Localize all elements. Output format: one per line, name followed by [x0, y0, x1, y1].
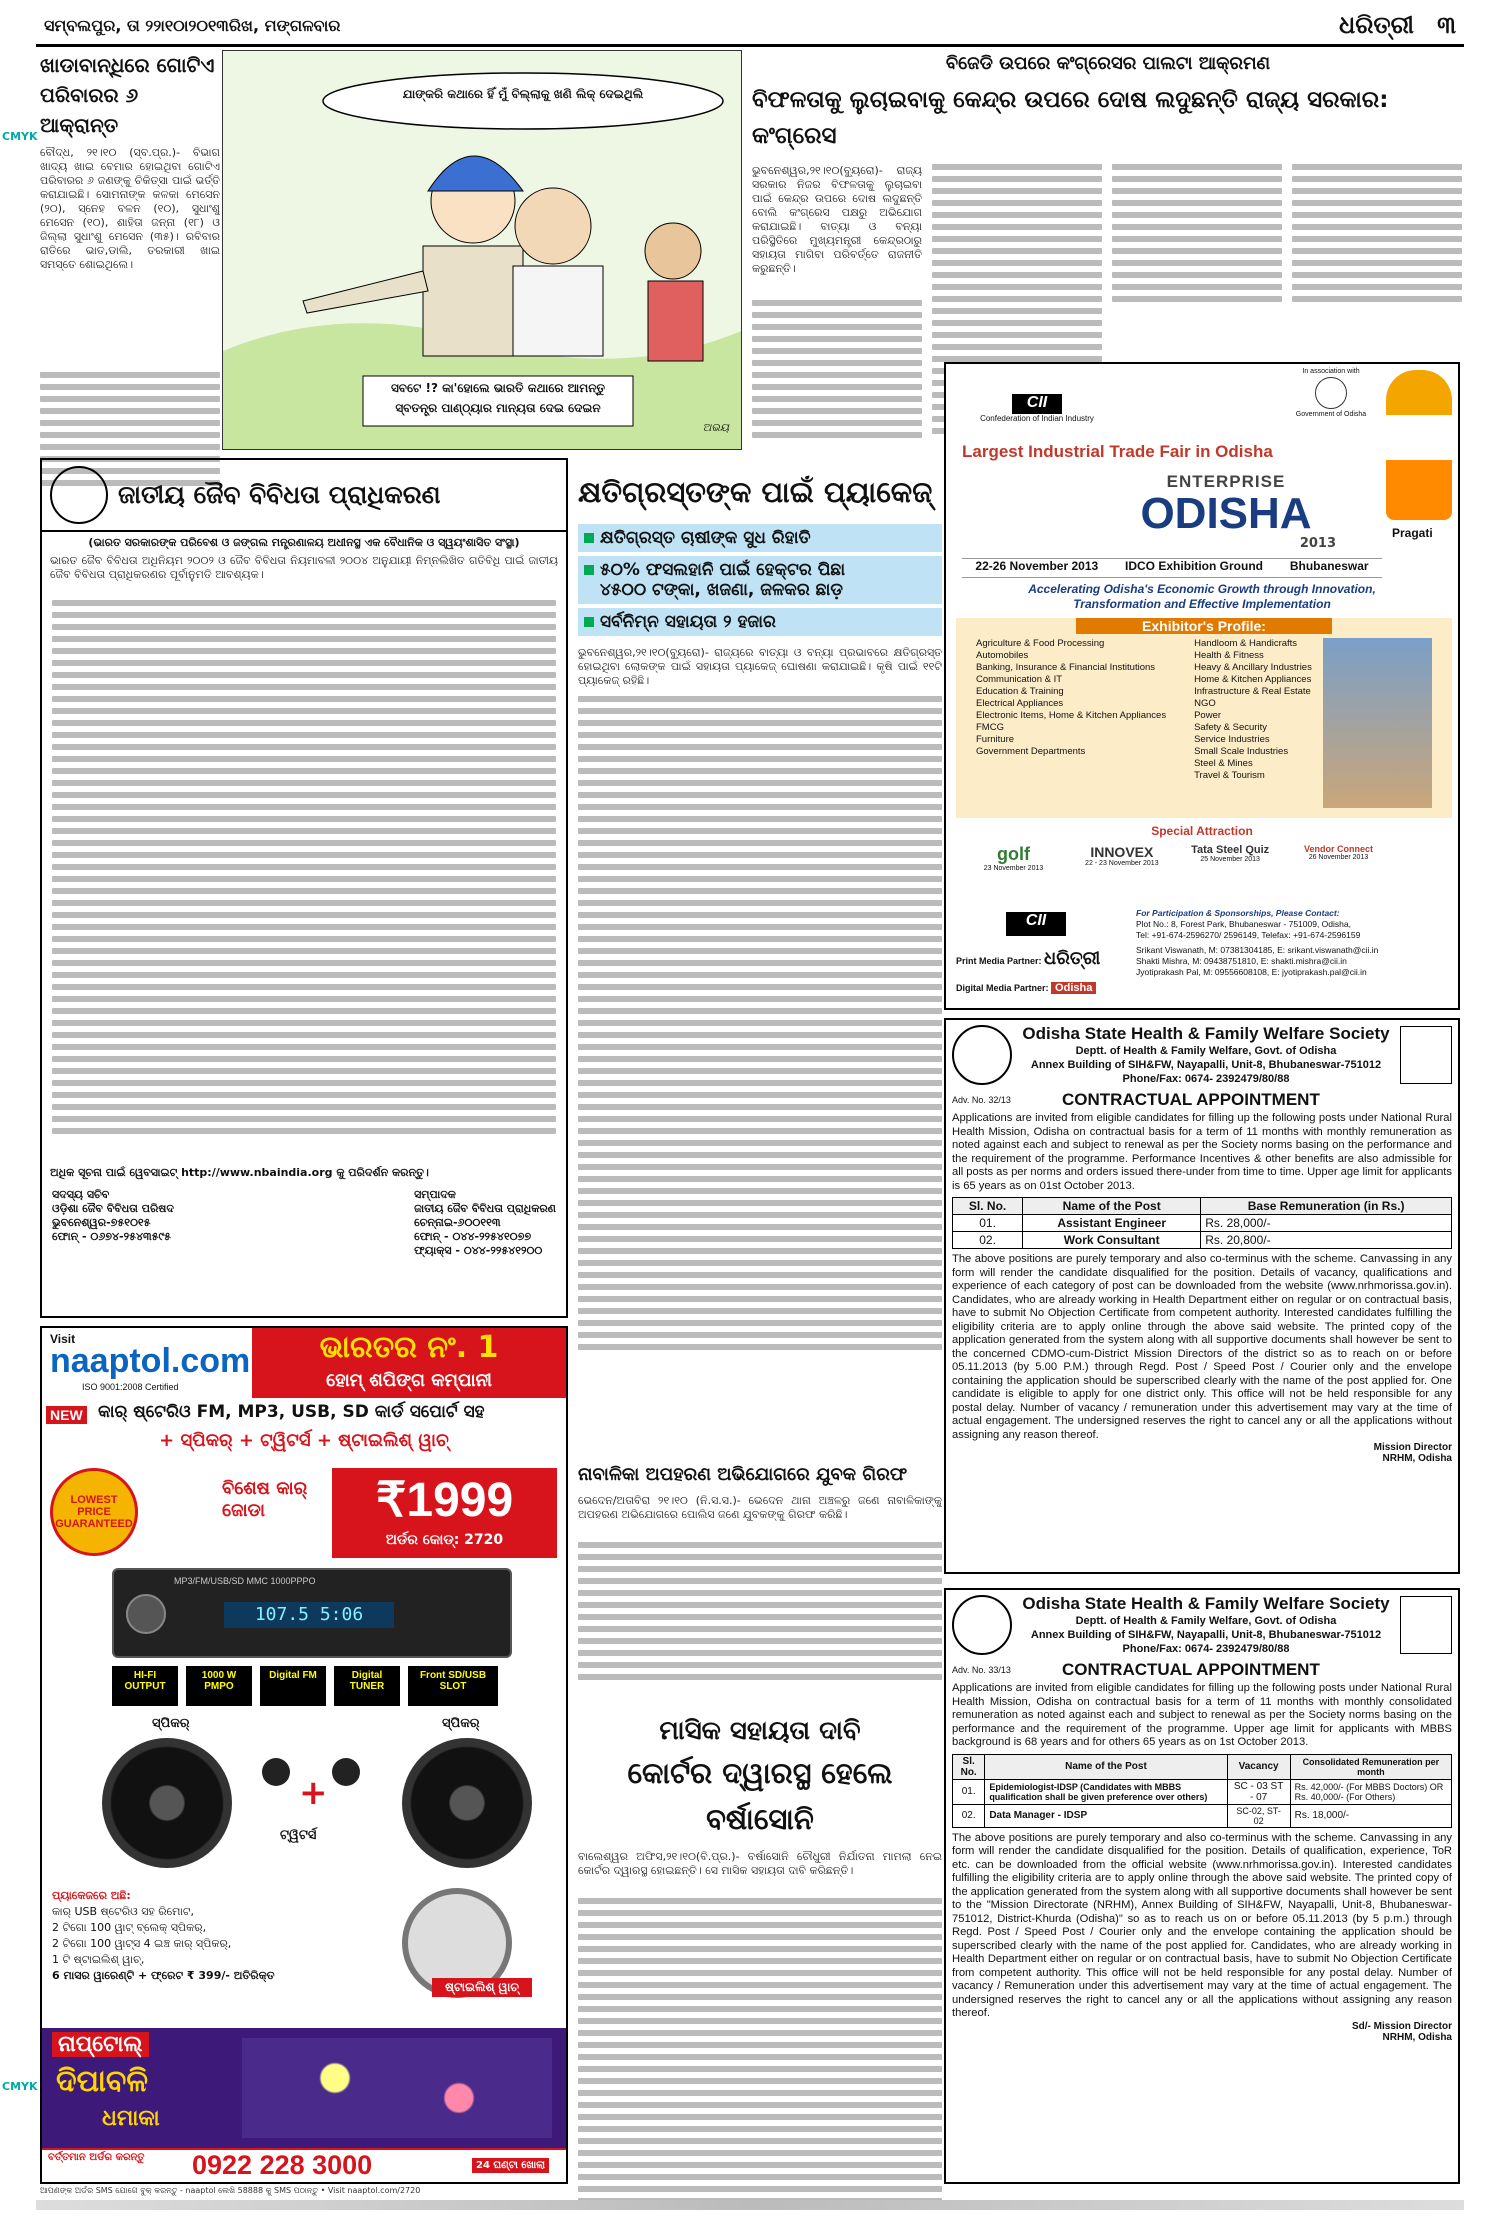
- tradefair-tagline: Largest Industrial Trade Fair in Odisha: [962, 442, 1273, 461]
- plus-icon: +: [299, 1773, 328, 1813]
- adv1-body: The above positions are purely temporary and also co-terminus with the scheme. Canvassing in any form will render the candidate disqualified for the position. Details of vacancy, qualifications and experience of each category of post can be downloaded from the website (www.nrhmorissa.gov.in). Candidates, who are already working in Health Department either on regular or on contractual basis, have to submit No Objection Certificate from competent authority. Interested candidates fulfilling the eligibility criteria are to apply online through the above said website. The printed copy of the application generated from the system along with all supportive documents shall however be sent to the concerned CDMO-cum-District Mission Directors of the district so as to reach on or before 05.11.2013 (by 5.00 P.M.) through Regd. Post / Speed Post / Courier only and the envelope containing the application should be superscribed clearly with the name of the post applied for. One candidate is eligible to apply for one district only. This office will not be held responsible for any postal delay. Number of vacancy / remuneration under this advertisement may vary at the time of actual engagement. The undersigned reserves the right to cancel any or all the applications without assigning any reason thereof.: [952, 1253, 1452, 1441]
- exhibitor-left-9: Furniture: [976, 734, 1015, 745]
- health-society-logo: [952, 1025, 1012, 1085]
- digital-partner-label: Digital Media Partner:: [956, 983, 1049, 993]
- congress-body-continuation: [752, 300, 922, 450]
- naaptol-features: [42, 1400, 566, 1460]
- adv2-number: Adv. No. 33/13: [952, 1665, 1011, 1675]
- exhibitor-right-10: Small Scale Industries: [1194, 746, 1289, 757]
- cii-logo: [962, 394, 1112, 423]
- exhibitor-profile: [956, 618, 1452, 818]
- kidnap-headline: ନାବାଳିକା ଅପହରଣ ଅଭିଯୋଗରେ ଯୁବକ ଗିରଫ: [578, 1464, 908, 1485]
- special-innovex[interactable]: INNOVEX 22 - 23 November 2013: [1085, 844, 1159, 867]
- nba-right-org: ଜାତୀୟ ଜୈବ ବିବିଧତା ପ୍ରାଧିକରଣ: [414, 1202, 556, 1215]
- adv2-sign-2: NRHM, Odisha: [1382, 2031, 1452, 2043]
- naaptol-feature-l2: + ସ୍ପିକର୍ + ଟ୍ୱିଟର୍ସ + ଷ୍ଟାଇଲିଶ୍ ୱାଚ୍: [159, 1430, 449, 1451]
- package-list-title: ପ୍ୟାକେଜରେ ଅଛି:: [52, 1889, 131, 1902]
- nba-left-phone: ଫୋନ୍ - ୦୬୭୪-୨୫୪୩୫୯୫: [52, 1230, 171, 1243]
- adv2-sign-1: Sd/- Mission Director: [1351, 2020, 1452, 2032]
- adv-33-13: [944, 1588, 1460, 2184]
- dateline: ସମ୍ବଲପୁର, ତା ୨୨ା୧୦ା୨୦୧୩ରିଖ, ମଙ୍ଗଳବାର: [44, 16, 341, 35]
- table-row: 02. Data Manager - IDSP SC-02, ST-02 Rs. 18,000/-: [953, 1804, 1452, 1827]
- nba-left-signatory: [52, 1188, 174, 1258]
- volume-knob-icon: [126, 1594, 166, 1634]
- adv1-line1: Deptt. of Health & Family Welfare, Govt. of Odisha: [1075, 1045, 1337, 1057]
- event-theme-l2: Transformation and Effective Implementation: [1073, 597, 1331, 611]
- car-stereo-label: MP3/FM/USB/SD MMC 1000PPPO: [174, 1576, 316, 1586]
- exhibitor-left-10: Government Departments: [976, 746, 1086, 757]
- event-dates-bar: [962, 558, 1382, 578]
- phone-hours: 24 ଘଣ୍ଟା ଖୋଲା: [472, 2158, 549, 2173]
- masthead: ଧରିତ୍ରୀ: [1339, 11, 1414, 39]
- package-bullet-2: ୫୦% ଫସଲହାନି ପାଇଁ ହେକ୍ଟର ପିଛା ୪୫୦୦ ଟଙ୍କା, ଖଜଣା, ଜଳକର ଛାଡ଼: [578, 556, 942, 604]
- special-quiz[interactable]: Tata Steel Quiz 25 November 2013: [1191, 844, 1270, 863]
- exhibitor-title: Exhibitor's Profile:: [1076, 618, 1332, 634]
- cartoon-caption-l2: ସ୍ବତନ୍ତ୍ର ପାଣ୍ଠ୍ୟାର ମାନ୍ୟତା ଦେଇ ଦେଇନ: [395, 401, 601, 415]
- govt-emblem-icon: [1400, 1026, 1452, 1084]
- exhibitor-left-6: Electrical Appliances: [976, 698, 1064, 709]
- package-body: ଭୁବନେଶ୍ୱର,୨୧।୧୦(ବ୍ୟୁରୋ)- ରାଜ୍ୟରେ ବାତ୍ୟା ଓ ବନ୍ୟା ପ୍ରଭାବରେ କ୍ଷତିଗ୍ରସ୍ତ ହୋଇଥିବା ଲୋକଙ୍କ ପାଇଁ ସହାୟତା ପ୍ୟାକେଜ୍ ଘୋଷଣା କରାଯାଇଛି। କୃଷି ପାଇଁ ୧୧ଟି ପ୍ୟାକେଜ୍ ରହିଛି।: [578, 646, 942, 687]
- tweeter-left-icon: [262, 1758, 290, 1786]
- naaptol-lowest-price-badge: LOWEST PRICE GUARANTEED: [50, 1468, 138, 1556]
- package-story: [578, 468, 942, 1458]
- digital-media-partner: [956, 982, 1136, 994]
- package-list-item-4: 1 ଟି ଷ୍ଟାଇଲିଶ୍ ୱାଚ୍,: [52, 1953, 145, 1966]
- table-row: 01. Epidemiologist-IDSP (Candidates with MBBS qualification shall be given preference over others) SC - 03 ST - 07 Rs. 42,000/- (For MBBS Doctors) OR Rs. 40,000/- (For Others): [953, 1779, 1452, 1804]
- bullet-square-icon: [584, 617, 594, 627]
- cii-logo-small: CII: [1006, 912, 1066, 936]
- event-l2: ODISHA: [1140, 489, 1312, 538]
- naaptol-feature-icons: [112, 1666, 532, 1706]
- cmyk-marker-bottom: CMYK: [2, 2080, 38, 2093]
- cartoon-panel: [222, 50, 742, 450]
- event-theme-l1: Accelerating Odisha's Economic Growth through Innovation,: [1028, 582, 1376, 596]
- header-bar: [36, 8, 1464, 48]
- adv1-table: [952, 1197, 1452, 1249]
- cartoon-signature: ଅଭୟ: [702, 421, 729, 434]
- exhibitor-left-1: Agriculture & Food Processing: [976, 638, 1105, 649]
- car-stereo-image: [112, 1568, 512, 1658]
- congress-col-4: [1292, 164, 1462, 314]
- congress-kicker: ବିଜେଡି ଉପରେ କଂଗ୍ରେସର ପାଲଟା ଆକ୍ରମଣ: [945, 53, 1271, 74]
- print-media-partner: [956, 948, 1136, 969]
- event-year: 2013: [1299, 536, 1336, 551]
- contact-address: Plot No.: 8, Forest Park, Bhubaneswar - 751009, Odisha,: [1136, 919, 1351, 929]
- bottom-color-strip: [36, 2200, 1464, 2210]
- contact-title: For Participation & Sponsorships, Please Contact:: [1136, 908, 1340, 918]
- exhibitor-right-8: Safety & Security: [1194, 722, 1267, 733]
- naaptol-visit: Visit: [50, 1332, 76, 1346]
- naaptol-footer-note: ଆପଣଙ୍କ ଅର୍ଡର SMS ଯୋଗେ ବୁକ୍ କରନ୍ତୁ - naaptol ଲେଖି 58888 କୁ SMS ପଠାନ୍ତୁ • Visit naaptol.com/2720: [40, 2186, 421, 2195]
- adv2-body: The above positions are purely temporary and also co-terminus with the scheme. Canvassing in any form will render the candidate disqualified for the position. Details of qualification, experience, ToR etc. can be downloaded from the official website (www.nrhmorissa.gov.in). Interested candidates fulfilling the eligibility criteria are to apply online through the above said website. The printed copy of the application generated from the system along with all supportive documents shall however be sent to the "Mission Directorate (NRHM), Annex Building of SIH&FW, Nayapalli, Unit-8, Bhubaneswar-751012, District-Khurda (Odisha)" so as to reach us on or before 05.11.2013 (by 5 p.m.) through Regd. Post / Speed Post / Courier only and the envelope containing the application should be superscribed clearly with the name of the post applied for. Candidates, who are already working in Health Department either on regular or on contractual basis, have to submit No Objection Certificate from competent authority. This office will not be held responsible for any postal delay. Number of vacancy / Remuneration under this advertisement may vary at the time of actual engagement. The undersigned reserves the right to cancel any or all the applications without assigning any reason thereof.: [952, 1831, 1452, 2019]
- digital-fm-icon: Digital FM: [260, 1666, 326, 1706]
- hifi-icon: HI-FI OUTPUT: [112, 1666, 178, 1706]
- print-partner-label: Print Media Partner:: [956, 956, 1042, 966]
- adv2-line3: Phone/Fax: 0674- 2392479/80/88: [1122, 1643, 1290, 1655]
- naaptol-banner-l2: ହୋମ୍ ଶପିଙ୍ଗ କମ୍ପାନୀ: [326, 1370, 492, 1391]
- adv2-table: [952, 1754, 1452, 1828]
- exhibitor-right-12: Travel & Tourism: [1194, 770, 1265, 781]
- event-logo: [1086, 472, 1366, 552]
- cii-logo-sub: Confederation of Indian Industry: [980, 414, 1094, 423]
- speaker-label-right: ସ୍ପିକର୍: [442, 1716, 480, 1731]
- exhibitor-right-5: Infrastructure & Real Estate: [1194, 686, 1311, 697]
- bullet-square-icon: [584, 565, 594, 575]
- naaptol-feature-l1: କାର୍ ଷ୍ଟେରିଓ FM, MP3, USB, SD କାର୍ଡ ସପୋର୍ଟ ସହ: [98, 1402, 485, 1422]
- diwali-l2: ଦିପାବଳି: [56, 2064, 149, 2099]
- adv2-line1: Deptt. of Health & Family Welfare, Govt. of Odisha: [1075, 1615, 1337, 1627]
- cartoon-speech-bubble: ଯାଙ୍କରି କଥାରେ ହିଁ ମୁଁ ବିଲ୍ଲାକୁ ଖଣି ଲିକ୍ ଦେଇଥିଲି: [402, 87, 644, 101]
- speaker-right-icon: [402, 1738, 532, 1868]
- nba-left-org: ଓଡ଼ିଶା ଜୈବ ବିବିଧତା ପରିଷଦ: [52, 1202, 174, 1215]
- exhibitor-right-11: Steel & Mines: [1194, 758, 1253, 769]
- adv1-col-slno: Sl. No.: [953, 1198, 1023, 1215]
- mascot-name: Pragati: [1392, 526, 1433, 540]
- exhibitor-right-9: Service Industries: [1194, 734, 1270, 745]
- fireworks-image: [242, 2038, 552, 2138]
- exhibitor-left-7: Electronic Items, Home & Kitchen Appliances: [976, 710, 1167, 721]
- digital-tuner-icon: Digital TUNER: [334, 1666, 400, 1706]
- package-body-continuation: [578, 696, 942, 1356]
- exhibitor-right-4: Home & Kitchen Appliances: [1194, 674, 1312, 685]
- event-dates: 22-26 November 2013: [975, 559, 1099, 573]
- story-khadabandhi: [40, 50, 220, 450]
- naaptol-price-box: [332, 1468, 557, 1558]
- nba-intro: ଭାରତ ଜୈବ ବିବିଧତା ଅଧିନିୟମ ୨୦୦୨ ଓ ଜୈବ ବିବିଧତା ନିୟମାବଳୀ ୨୦୦୪ ଅନୁଯାୟୀ ନିମ୍ନଲିଖିତ ଗତିବିଧି ପାଇଁ ଜାତୀୟ ଜୈବ ବିବିଧତା ପ୍ରାଧିକରଣର ପୂର୍ବାନୁମତି ଆବଶ୍ୟକ।: [50, 554, 558, 581]
- package-bullet-3: ସର୍ବନିମ୍ନ ସହାୟତା ୨ ହଜାର: [578, 608, 942, 636]
- package-list-item-3: 2 ଟିଗୋ 100 ୱାଟ୍ସ 4 ଇଞ୍ଚ କାର୍ ସ୍ପିକର୍,: [52, 1937, 232, 1950]
- story-headline-l1: ଖାଡାବାନ୍ଧିରେ ଗୋଟିଏ: [40, 53, 215, 77]
- naaptol-ad[interactable]: [40, 1326, 568, 2184]
- speaker-label-left: ସ୍ପିକର୍: [152, 1716, 190, 1731]
- adv1-line2: Annex Building of SIH&FW, Nayapalli, Unit-8, Bhubaneswar-751012: [1030, 1059, 1382, 1071]
- car-stereo-display: 107.5 5:06: [224, 1602, 394, 1628]
- special-attractions: [966, 844, 1386, 900]
- congress-body: ଭୁବନେଶ୍ୱର,୨୧।୧୦(ବ୍ୟୁରୋ)- ରାଜ୍ୟ ସରକାର ନିଜର ବିଫଳତାକୁ ଲୁଚାଇବା ପାଇଁ କେନ୍ଦ୍ର ଉପରେ ଦୋଷ ଲଦୁଛନ୍ତି ବୋଲି କଂଗ୍ରେସ ପକ୍ଷରୁ ଅଭିଯୋଗ କରାଯାଇଛି। ବାତ୍ୟା ଓ ବନ୍ୟା ପରିସ୍ଥିତିରେ ମୁଖ୍ୟମନ୍ତ୍ରୀ କେନ୍ଦ୍ରଠାରୁ ସହାୟତା ମାଗିବା ପରିବର୍ତ୍ତେ ରାଜନୀତି କରୁଛନ୍ତି।: [752, 164, 922, 275]
- exhibitor-left-5: Education & Training: [976, 686, 1064, 697]
- enterprise-odisha-ad[interactable]: [944, 362, 1460, 1010]
- govt-label: Government of Odisha: [1295, 411, 1367, 418]
- adv1-col-remuneration: Base Remuneration (in Rs.): [1201, 1198, 1452, 1215]
- naaptol-brand: naaptol.com: [50, 1342, 251, 1380]
- naaptol-phone-bar[interactable]: [42, 2148, 566, 2182]
- exhibitor-left-4: Communication & IT: [976, 674, 1063, 685]
- cmyk-marker-top: CMYK: [2, 130, 38, 143]
- adv2-col-vacancy: Vacancy: [1227, 1754, 1290, 1779]
- digital-partner-name: Odisha: [1051, 982, 1096, 994]
- court-body: ବାଲେଶ୍ୱର ଅଫିସ,୨୧।୧୦(ବି.ପ୍ର.)- ବର୍ଷାସୋନି ଚୌଧୁରୀ ନିର୍ଯାତନା ମାମଲା ନେଇ କୋର୍ଟର ଦ୍ୱାରସ୍ଥ ହୋଇଛନ୍ତି। ସେ ମାସିକ ସହାୟତା ଦାବି କରିଛନ୍ତି।: [578, 1850, 942, 1877]
- special-golf[interactable]: golf 23 November 2013: [983, 844, 1044, 872]
- court-kicker: ମାସିକ ସହାୟତା ଦାବି: [659, 1716, 861, 1746]
- package-list-item-1: କାର୍ USB ଷ୍ଟେରିଓ ସହ ରିମୋଟ,: [52, 1905, 194, 1918]
- adv2-col-slno: Sl. No.: [953, 1754, 985, 1779]
- adv2-line2: Annex Building of SIH&FW, Nayapalli, Unit-8, Bhubaneswar-751012: [1030, 1629, 1382, 1641]
- tweeter-label: ଟ୍ୱିଟର୍ସ: [280, 1828, 317, 1843]
- adv1-intro: Applications are invited from eligible candidates for filling up the following posts under National Rural Health Mission, Odisha on contractual basis for a term of 11 months with monthly remuneration as noted against each and subject to renewal as per the Society norms basing on the performance and the requirement of the programme. Performance Incentives & other benefits are also admissible for all posts as per norms and orders issued there-under from time to time. Upper age limit for applicants is 65 years as on 01st October 2013.: [952, 1112, 1452, 1192]
- usb-slot-icon: Front SD/USB SLOT: [408, 1666, 498, 1706]
- adv1-line3: Phone/Fax: 0674- 2392479/80/88: [1122, 1073, 1290, 1085]
- congress-col-3: [1112, 164, 1282, 314]
- pmpo-icon: 1000 W PMPO: [186, 1666, 252, 1706]
- adv2-intro: Applications are invited from eligible candidates for filling up the following posts under National Rural Health Mission, Odisha on contractual basis for a term of 11 months with monthly consolidated remuneration as noted against each and subject to renewal as per the Society norms basing on the performance and the requirement of the programme. Upper age limit for applicants with MBBS background is 68 years and for others 65 years as on 1st October 2013.: [952, 1682, 1452, 1748]
- print-partner-name: ଧରିତ୍ରୀ: [1044, 948, 1101, 968]
- watch-label: ଷ୍ଟାଇଲିଶ୍ ୱାଚ୍: [432, 1978, 532, 1997]
- special-attraction-title: Special Attraction: [1151, 824, 1253, 838]
- adv-32-13: [944, 1018, 1460, 1574]
- congress-headline: ବିଫଳତାକୁ ଲୁଚାଇବାକୁ କେନ୍ଦ୍ର ଉପରେ ଦୋଷ ଲଦୁଛନ୍ତି ରାଜ୍ୟ ସରକାର: କଂଗ୍ରେସ: [752, 87, 1389, 149]
- naaptol-price: ₹1999: [375, 1474, 514, 1527]
- adv2-heading: CONTRACTUAL APPOINTMENT: [1062, 1660, 1320, 1679]
- exhibitor-right-3: Heavy & Ancillary Industries: [1194, 662, 1312, 673]
- contact-person-3[interactable]: Jyotiprakash Pal, M: 09556608108, E: jyotiprakash.pal@cii.in: [1136, 967, 1367, 977]
- nba-logo: [50, 466, 108, 524]
- adv1-col-post: Name of the Post: [1023, 1198, 1201, 1215]
- adv1-sign-1: Mission Director: [1373, 1442, 1452, 1453]
- nba-right-addr: ଚେନ୍ନାଇ-୬୦୦୧୧୩: [414, 1216, 501, 1229]
- nba-body-lines: [42, 596, 566, 1164]
- naaptol-code: ଅର୍ଡର କୋଡ୍: 2720: [385, 1532, 504, 1548]
- exhibitor-left-8: FMCG: [976, 722, 1004, 733]
- adv2-title: Odisha State Health & Family Welfare Society: [1022, 1594, 1390, 1613]
- story-headline-l2: ପରିବାରର ୬ ଆକ୍ରାନ୍ତ: [40, 83, 139, 137]
- package-headline: କ୍ଷତିଗ୍ରସ୍ତଙ୍କ ପାଇଁ ପ୍ୟାକେଜ୍: [578, 475, 933, 509]
- phone-number[interactable]: 0922 228 3000: [192, 2150, 373, 2180]
- phone-label: ବର୍ତ୍ତମାନ ଅର୍ଡର କରନ୍ତୁ: [48, 2152, 145, 2163]
- nba-right-fax: ଫ୍ୟାକ୍ସ - ୦୪୪-୨୨୫୪୧୨୦୦: [414, 1244, 543, 1257]
- exhibition-photo: [1323, 638, 1432, 808]
- kidnap-body-continuation: [578, 1542, 942, 1692]
- nba-left-addr: ଭୁବନେଶ୍ୱର-୭୫୧୦୧୫: [52, 1216, 151, 1229]
- naaptol-logo-area: [42, 1328, 252, 1398]
- naaptol-diwali-bar: [42, 2028, 566, 2148]
- story-body: ବୌଦ୍ଧ, ୨୧।୧୦ (ସ୍ବ.ପ୍ର.)- ବିଭାଗ ଖାଦ୍ୟ ଖାଇ ବେମାର ହୋଇଥିବା ଗୋଟିଏ ପରିବାରର ୬ ଜଣଙ୍କୁ ଚିକିତ୍ସା ପାଇଁ ଭର୍ତ୍ତି କରାଯାଇଛି। ସୋମନାଙ୍କ କଳକା ମେସେନ (୨୦), ସ୍ନେହ ବଳନ (୧୦), ସୁଧାଂଶୁ ମେସେନ (୧୦), ଶାହିତା ଜନ୍ନା (୧୮) ଓ ଜିଲ୍ଲା ସୁଧାଂଶୁ ମେସେନ (୩୫)। ରବିବାର ରାତିରେ ଭାତ,ଡାଲି, ତରକାରୀ ଖାଇ ସମସ୍ତେ ଶୋଇଥିଲେ।: [40, 146, 220, 271]
- health-society-logo: [952, 1595, 1012, 1655]
- assoc-label: In association with: [1302, 368, 1360, 375]
- event-venue: IDCO Exhibition Ground: [1125, 559, 1264, 573]
- nba-left-role: ସଦସ୍ୟ ସଚିବ: [52, 1188, 110, 1201]
- diwali-l1: ନାପ୍ଟୋଲ୍: [52, 2032, 149, 2057]
- naaptol-package-list: [52, 1888, 312, 1984]
- kidnap-body: ଭେଦେନ/ଅତାବିରା ୨୧।୧୦ (ନି.ସ.ସ.)- ଭେଦେନ ଥାନା ଅଞ୍ଚଳରୁ ଜଣେ ନାବାଳିକାଙ୍କୁ ଅପହରଣ ଅଭିଯୋଗରେ ପୋଲିସ ଜଣେ ଯୁବକଙ୍କୁ ଗିରଫ କରିଛି।: [578, 1494, 942, 1521]
- nba-website-note: ଅଧିକ ସୂଚନା ପାଇଁ ୱେବସାଇଟ୍ http://www.nbaindia.org କୁ ପରିଦର୍ଶନ କରନ୍ତୁ।: [50, 1166, 429, 1179]
- contact-tel: Tel: +91-674-2596270/ 2596149, Telefax: +91-674-2596159: [1136, 930, 1361, 940]
- naaptol-new-tag: NEW: [46, 1406, 87, 1424]
- speaker-left-icon: [102, 1738, 232, 1868]
- mascot-pragati-image: [1386, 370, 1452, 520]
- nba-notice: [40, 458, 568, 1318]
- cii-logo-text: CII: [1012, 394, 1062, 414]
- adv1-number: Adv. No. 32/13: [952, 1095, 1011, 1105]
- govt-logo: [1286, 368, 1376, 418]
- nba-subtitle: (ଭାରତ ସରକାରଙ୍କ ପରିବେଶ ଓ ଜଙ୍ଗଲ ମନ୍ତ୍ରଣାଳୟ ଅଧୀନସ୍ଥ ଏକ ବୈଧାନିକ ଓ ସ୍ୱୟଂଶାସିତ ସଂସ୍ଥା): [88, 536, 520, 549]
- diwali-l3: ଧମାକା: [102, 2106, 160, 2131]
- exhibitor-right-6: NGO: [1194, 698, 1216, 709]
- naaptol-banner: [252, 1328, 566, 1398]
- header-rule: [36, 44, 1464, 47]
- table-row: 02. Work Consultant Rs. 20,800/-: [953, 1232, 1452, 1249]
- govt-emblem-icon: [1315, 377, 1347, 409]
- tweeter-right-icon: [332, 1758, 360, 1786]
- adv2-col-post: Name of the Post: [985, 1754, 1227, 1779]
- bullet-square-icon: [584, 533, 594, 543]
- special-vendor-connect[interactable]: Vendor Connect 26 November 2013: [1303, 844, 1373, 861]
- naaptol-offer-label: ବିଶେଷ କାର୍ ଜୋଡା: [222, 1478, 308, 1521]
- contact-person-1[interactable]: Srikant Viswanath, M: 07381304185, E: srikant.viswanath@cii.in: [1136, 945, 1379, 955]
- package-list-item-5: 6 ମାସର ୱାରେଣ୍ଟି + ଫ୍ରେଟ ₹ 399/- ଅତିରିକ୍ତ: [52, 1969, 275, 1982]
- contact-person-2[interactable]: Shakti Mishra, M: 09438751810, E: shakti.mishra@cii.in: [1136, 956, 1347, 966]
- exhibitor-left-3: Banking, Insurance & Financial Institutions: [976, 662, 1156, 673]
- court-story: [578, 1712, 942, 2192]
- page-number: ୩: [1437, 11, 1456, 39]
- package-list-item-2: 2 ଟିଗୋ 100 ୱାଟ୍ ବ୍ଲେକ୍ ସ୍ପିକର୍,: [52, 1921, 207, 1934]
- naaptol-banner-l1: ଭାରତର ନଂ. 1: [319, 1330, 499, 1365]
- exhibitor-left-2: Automobiles: [976, 650, 1029, 661]
- package-bullet-1: କ୍ଷତିଗ୍ରସ୍ତ ଚାଷୀଙ୍କ ସୁଧ ରିହାତି: [578, 524, 942, 552]
- naaptol-cert: ISO 9001:2008 Certified: [82, 1382, 179, 1392]
- event-theme: [962, 582, 1442, 612]
- event-city: Bhubaneswar: [1289, 559, 1369, 573]
- court-body-continuation: [578, 1898, 942, 2218]
- nba-title: ଜାତୀୟ ଜୈବ ବିବିଧତା ପ୍ରାଧିକରଣ: [118, 480, 441, 509]
- govt-emblem-icon: [1400, 1596, 1452, 1654]
- adv1-heading: CONTRACTUAL APPOINTMENT: [1062, 1090, 1320, 1109]
- nba-right-role: ସମ୍ପାଦକ: [414, 1188, 456, 1201]
- nba-right-signatory: [414, 1188, 556, 1258]
- nba-right-phone: ଫୋନ୍ - ୦୪୪-୨୨୫୪୧୦୭୭: [414, 1230, 532, 1243]
- adv2-col-remuneration: Consolidated Remuneration per month: [1290, 1754, 1451, 1779]
- kidnap-story: [578, 1462, 942, 1702]
- table-row: 01. Assistant Engineer Rs. 28,000/-: [953, 1215, 1452, 1232]
- exhibitor-right-1: Handloom & Handicrafts: [1194, 638, 1298, 649]
- adv1-title: Odisha State Health & Family Welfare Society: [1022, 1024, 1390, 1043]
- adv1-sign-2: NRHM, Odisha: [1382, 1453, 1452, 1464]
- cartoon-caption-l1: ସବଟେ !? କା'ହୋଲେ ଭାରତି କଥାରେ ଆମନ୍ତୁ: [390, 381, 606, 395]
- exhibitor-right-7: Power: [1194, 710, 1222, 721]
- exhibitor-right-2: Health & Fitness: [1194, 650, 1264, 661]
- contact-block: [1136, 908, 1452, 978]
- event-l1: ENTERPRISE: [1166, 472, 1286, 491]
- court-headline: କୋର୍ଟର ଦ୍ୱାରସ୍ଥ ହେଲେ ବର୍ଷାସୋନି: [627, 1756, 893, 1836]
